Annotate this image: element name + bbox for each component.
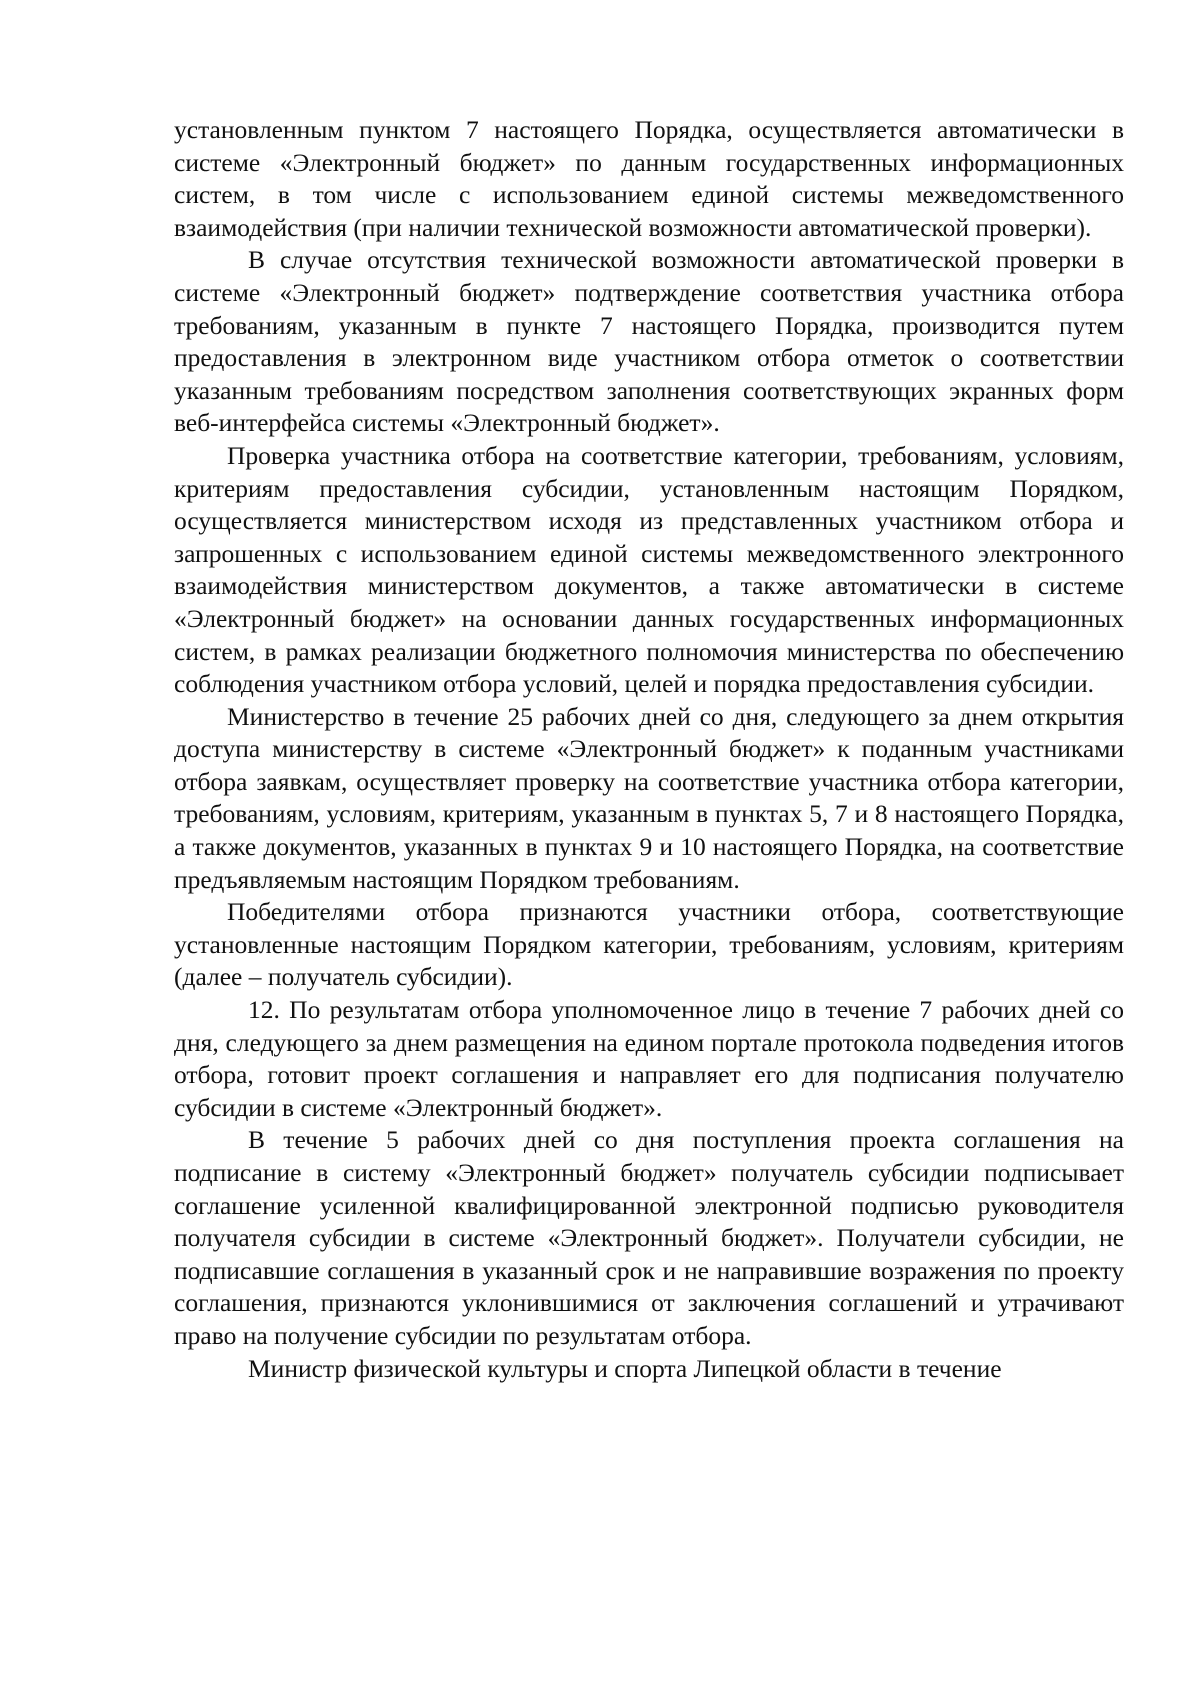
paragraph-winners: Победителями отбора признаются участники отбора, соответствующие установленные настоящим Порядком категории, требованиям, условиям, критериям (далее – получатель субсидии). [174,897,1124,992]
paragraph-minister: Министр физической культуры и спорта Липецкой области в течение [248,1353,1002,1383]
paragraph-ministry-review: Министерство в течение 25 рабочих дней со дня, следующего за днем открытия доступа министерству в системе «Электронный бюджет» к поданным участниками отбора заявкам, осуществляет проверку на соответствие участника отбора категории, требованиям, условиям, критериям, указанным в пунктах 5, 7 и 8 настоящего Порядка, а также документов, указанных в пунктах 9 и 10 настоящего Порядка, на соответствие предъявляемым настоящим Порядком требованиям. [174,701,1124,894]
document-body [174,114,1124,1385]
paragraph-participant-check: Проверка участника отбора на соответствие категории, требованиям, условиям, критериям предоставления субсидии, установленным настоящим Порядком, осуществляется министерством исходя из представленных участником отбора и запрошенных с использованием единой системы межведомственного электронного взаимодействия министерством документов, а также автоматически в системе «Электронный бюджет» на основании данных государственных информационных систем, в рамках реализации бюджетного полномочия министерства по обеспечению соблюдения участником отбора условий, целей и порядка предоставления субсидии. [174,440,1124,699]
paragraph-no-auto-check: В случае отсутствия технической возможности автоматической проверки в системе «Электронный бюджет» подтверждение соответствия участника отбора требованиям, указанным в пункте 7 настоящего Порядка, производится путем предоставления в электронном виде участником отбора отметок о соответствии указанным требованиям посредством заполнения соответствующих экранных форм веб-интерфейса системы «Электронный бюджет». [174,245,1124,438]
paragraph-item-12: 12. По результатам отбора уполномоченное лицо в течение 7 рабочих дней со дня, следующего за днем размещения на едином портале протокола подведения итогов отбора, готовит проект соглашения и направляет его для подписания получателю субсидии в системе «Электронный бюджет». [174,995,1124,1122]
paragraph-continuation: установленным пунктом 7 настоящего Порядка, осуществляется автоматически в системе «Электронный бюджет» по данным государственных информационных систем, в том числе с использованием единой системы межведомственного взаимодействия (при наличии технической возможности автоматической проверки). [174,115,1124,242]
paragraph-agreement-signing: В течение 5 рабочих дней со дня поступления проекта соглашения на подписание в систему «Электронный бюджет» получатель субсидии подписывает соглашение усиленной квалифицированной электронной подписью руководителя получателя субсидии в системе «Электронный бюджет». Получатели субсидии, не подписавшие соглашения в указанный срок и не направившие возражения по проекту соглашения, признаются уклонившимися от заключения соглашений и утрачивают право на получение субсидии по результатам отбора. [174,1125,1124,1350]
